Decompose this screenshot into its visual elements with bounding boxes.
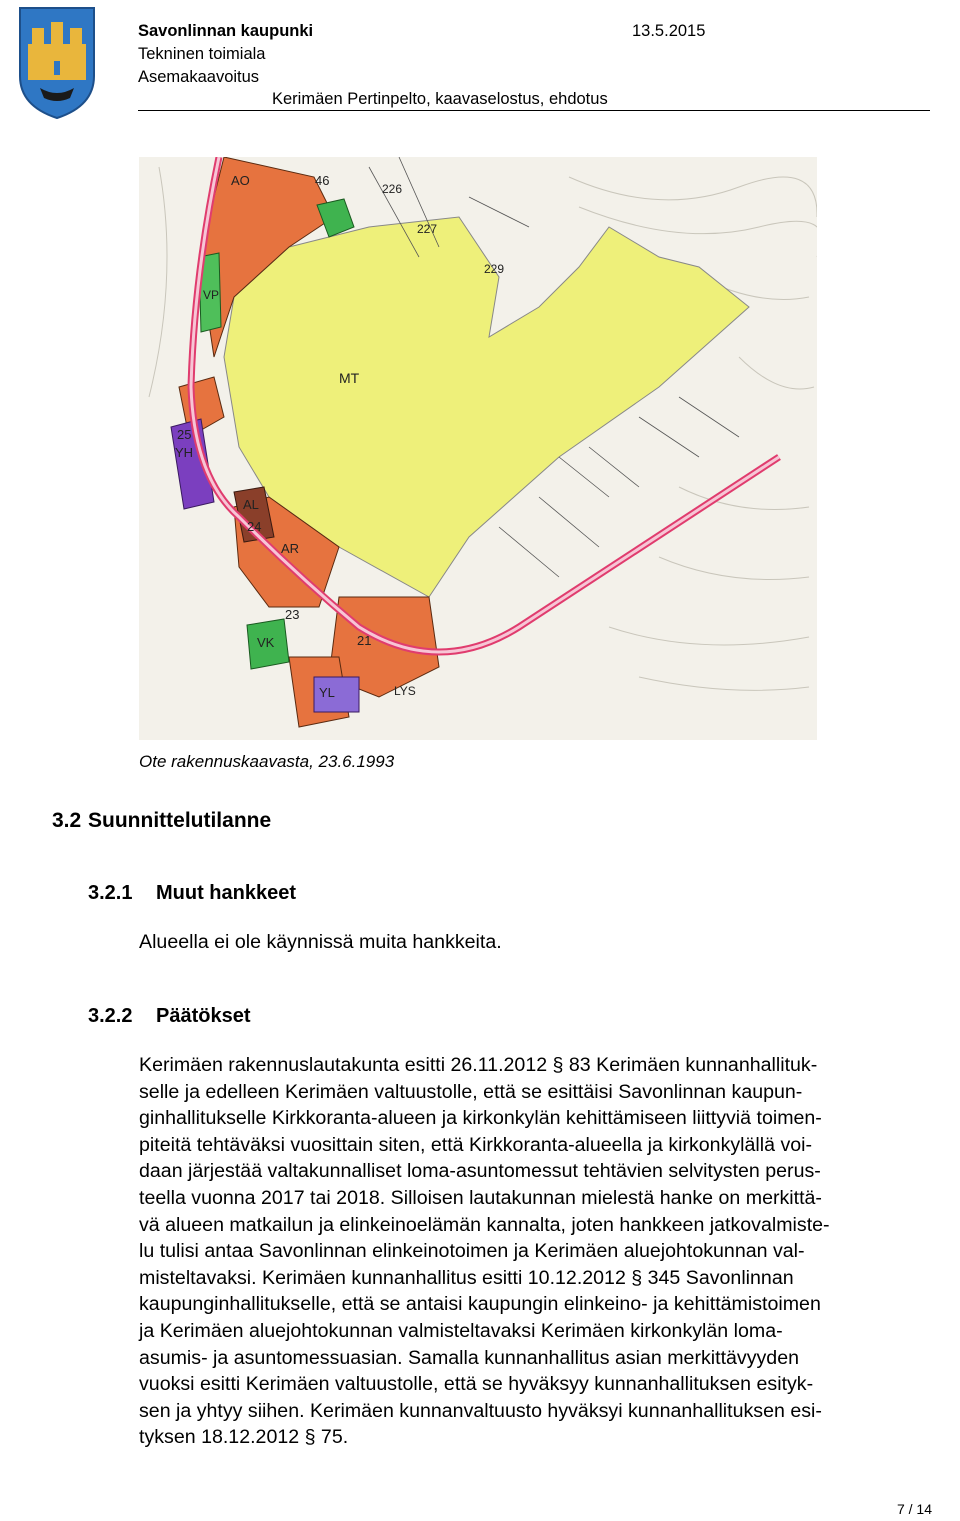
subsection-title-1: Muut hankkeet [156,882,297,904]
map-label-25: 25 [177,427,192,442]
paragraph-line: ginhallitukselle Kirkkoranta-alueen ja kirkonkylän kehittämiseen liittyviä toimen- [139,1107,822,1130]
map-label-al: AL [243,497,259,512]
paragraph-line: asumis- ja asuntomessuasian. Samalla kunnanhallitus asian merkittävyyden [139,1346,799,1369]
paragraph-line: teella vuonna 2017 tai 2018. Silloisen lautakunnan mielestä hanke on merkittä- [139,1186,822,1209]
subsection-title-2: Päätökset [156,1005,251,1027]
map-label-227: 227 [417,222,438,236]
map-label-mt: MT [339,370,360,386]
paragraph-line: Kerimäen rakennuslautakunta esitti 26.11.2012 § 83 Kerimäen kunnanhallituk- [139,1054,818,1076]
subsection-number-1: 3.2.1 [88,882,133,904]
header-date: 13.5.2015 [632,22,706,40]
map-label-lys: LYS [394,684,416,698]
paragraph-line: piteitä tehtäväksi vuosittain siten, että Kirkkoranta-alueella ja kirkonkylällä voi- [139,1133,813,1156]
header-doc-title: Kerimäen Pertinpelto, kaavaselostus, ehdotus [272,90,608,108]
header-org: Savonlinnan kaupunki [138,22,314,40]
paragraph-line: ja Kerimäen aluejohtokunnan valmisteltavaksi Kerimäen kirkonkylän loma- [139,1319,783,1342]
map-label-229: 229 [484,262,505,276]
subsection-heading-1 [88,882,296,905]
city-crest-logo [18,6,96,120]
page-number: 7 / 14 [896,1501,932,1517]
map-label-vp: VP [203,288,220,302]
map-label-24: 24 [247,519,262,534]
paragraph-line: vuoksi esitti Kerimäen valtuustolle, että se hyväksyy kunnanhallituksen esityk- [139,1373,814,1396]
map-label-21: 21 [357,633,372,648]
map-label-ar: AR [281,541,300,556]
subsection-number-2: 3.2.2 [88,1005,133,1027]
decisions-paragraph [139,1052,830,1451]
paragraph-line: Alueella ei ole käynnissä muita hankkeita. [139,931,502,953]
paragraph-line: sen ja yhtyy siihen. Kerimäen kunnanvaltuusto hyväksyi kunnanhallituksen esi- [139,1399,822,1422]
zoning-map-image [139,157,817,740]
paragraph-line: tyksen 18.12.2012 § 75. [139,1426,349,1449]
map-label-yh: YH [175,445,194,460]
paragraph-line: lu tulisi antaa Savonlinnan elinkeinotoimen ja Kerimäen aluejohtokunnan val- [139,1240,805,1263]
section-heading [52,809,271,833]
paragraph-line: selle ja edelleen Kerimäen valtuustolle, että se esittäisi Savonlinnan kaupun- [139,1080,803,1103]
paragraph-line: misteltavaksi. Kerimäen kunnanhallitus esitti 10.12.2012 § 345 Savonlinnan [139,1266,794,1289]
paragraph-line: daan järjestää valtakunnalliset loma-asuntomessut tehtävien selvitysten perus- [139,1160,821,1183]
header-unit: Asemakaavoitus [138,68,260,86]
map-label-ao: AO [231,173,250,188]
section-title: Suunnittelutilanne [88,809,272,832]
paragraph-line: kaupunginhallitukselle, että se antaisi kaupungin elinkeino- ja kehittämistoimen [139,1293,821,1316]
subsection-text-1 [139,929,502,956]
map-label-46: 46 [315,173,330,188]
map-label-23: 23 [285,607,300,622]
header-dept: Tekninen toimiala [138,45,266,63]
section-number: 3.2 [52,809,82,832]
subsection-heading-2 [88,1005,251,1028]
map-caption: Ote rakennuskaavasta, 23.6.1993 [139,752,395,771]
map-label-yl: YL [319,685,335,700]
paragraph-line: vä alueen matkailun ja elinkeinoelämän kannalta, joten hankkeen jatkovalmiste- [139,1213,830,1236]
map-label-vk: VK [257,635,275,650]
header-rule [138,110,930,111]
map-label-226: 226 [382,182,403,196]
